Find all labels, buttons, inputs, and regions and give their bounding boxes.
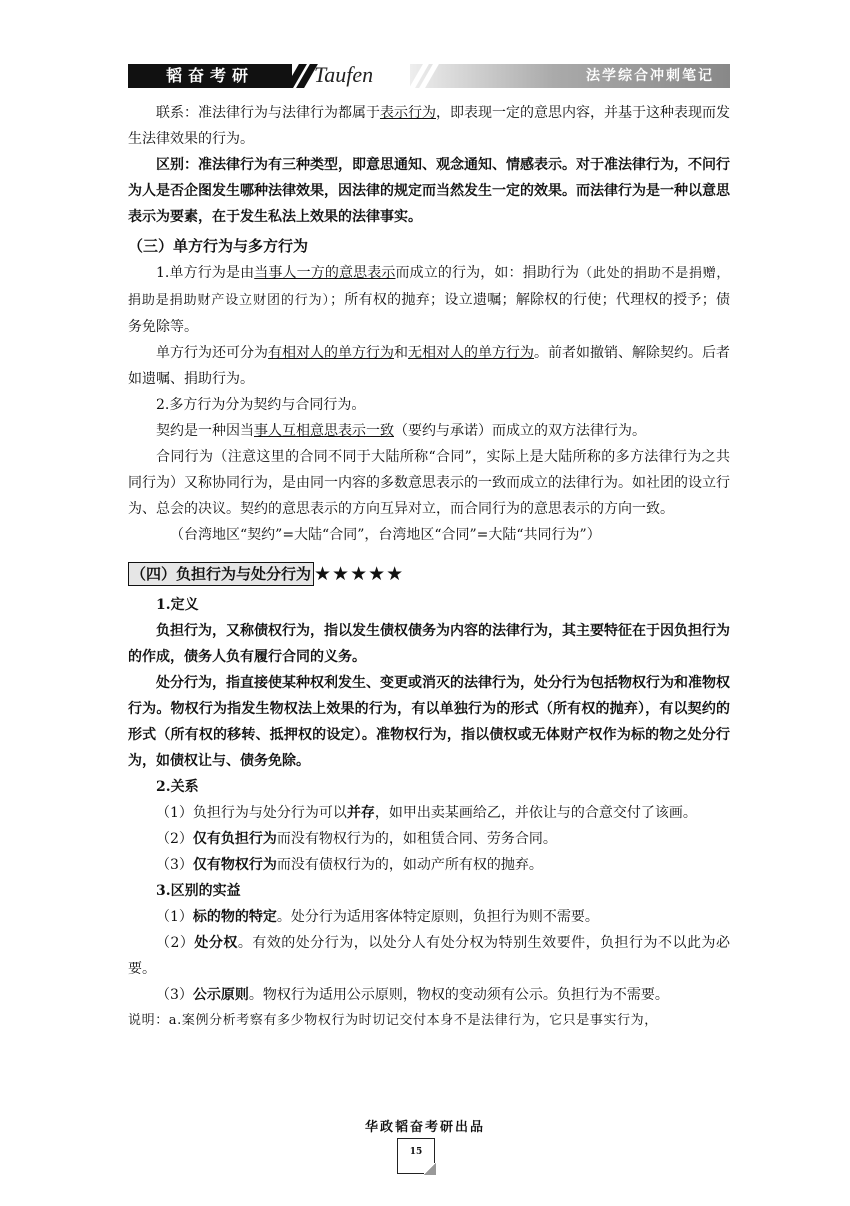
- paragraph-contract: 契约是一种因当事人互相意思表示一致（要约与承诺）而成立的双方法律行为。: [156, 423, 646, 439]
- header-right-band: [410, 64, 730, 88]
- subheading-definition: 1.定义: [156, 597, 199, 613]
- header-left-title: 韬奋考研: [128, 64, 292, 88]
- footer-title: 华政韬奋考研出品: [364, 1120, 485, 1135]
- section-heading-3: （三）单方行为与多方行为: [128, 237, 309, 255]
- subheading-relation: 2.关系: [156, 779, 199, 795]
- paragraph-difference: 区别：准法律行为有三种类型，即意思通知、观念通知、情感表示。对于准法律行为，不问行为人是否企图发生哪种法律效果，因法律的规定而当然发生一定的效果。而法律行为是一种以意思表示为要素，在于发生私法上效果的法律事实。: [128, 157, 730, 225]
- underlined-term: 事人互相意思表示一致: [254, 423, 394, 439]
- underlined-term: 无相对人的单方行为: [408, 345, 534, 361]
- paragraph-taiwan-note: （台湾地区“契约”=大陆“合同”，台湾地区“合同”=大陆“共同行为”）: [170, 527, 601, 543]
- underlined-term: 当事人一方的意思表示: [254, 265, 396, 281]
- page-header: [128, 64, 730, 88]
- paragraph-relation: 联系：准法律行为与法律行为都属于表示行为，即表现一定的意思内容，并基于这种表现而发生法律效果的行为。: [128, 105, 730, 147]
- paragraph-obligation-act: 负担行为，又称债权行为，指以发生债权债务为内容的法律行为，其主要特征在于因负担行为的作成，债务人负有履行合同的义务。: [128, 623, 730, 665]
- page-number-box: [397, 1138, 437, 1176]
- paragraph-disposition-act: 处分行为，指直接使某种权利发生、变更或消灭的法律行为，处分行为包括物权行为和准物权行为。物权行为指发生物权法上效果的行为，有以单独行为的形式（所有权的抛弃），有以契约的形式（所有权的移转、抵押权的设定）。准物权行为，指以债权或无体财产权作为标的物之处分行为，如债权让与、债务免除。: [128, 675, 730, 769]
- header-brand: Taufen: [314, 62, 374, 87]
- underlined-term: 有相对人的单方行为: [268, 345, 394, 361]
- section-heading-4: [128, 562, 730, 586]
- explanation-note: 说明：a.案例分析考察有多少物权行为时切记交付本身不是法律行为，它只是事实行为，: [128, 1013, 658, 1028]
- paragraph-unilateral-types: 单方行为还可分为有相对人的单方行为和无相对人的单方行为。前者如撤销、解除契约。后者如遗嘱、捐助行为。: [128, 345, 730, 387]
- paragraph-multilateral: 2.多方行为分为契约与合同行为。: [156, 397, 366, 413]
- inline-note: （此处的捐助不是捐赠，捐助是捐助财产设立财团的行为）: [128, 266, 731, 308]
- underlined-term: 表示行为: [380, 105, 436, 121]
- page-number: 15: [397, 1138, 435, 1174]
- page-curl-decoration: [424, 1163, 436, 1175]
- difference-item-2: （2）处分权。有效的处分行为，以处分人有处分权为特别生效要件，负担行为不以此为必要。: [128, 935, 730, 977]
- relation-item-3: （3）仅有物权行为而没有债权行为的，如动产所有权的抛弃。: [156, 857, 543, 873]
- document-body: [128, 100, 730, 1034]
- difference-item-3: （3）公示原则。物权行为适用公示原则，物权的变动须有公示。负担行为不需要。: [156, 987, 669, 1003]
- subheading-difference: 3.区别的实益: [156, 883, 241, 899]
- importance-stars: ★★★★★: [314, 563, 405, 585]
- paragraph-unilateral: 1.单方行为是由当事人一方的意思表示而成立的行为，如：捐助行为（此处的捐助不是捐赠，捐助是捐助财产设立财团的行为）；所有权的抛弃；设立遗嘱；解除权的行使；代理权的授予；债务免除等。: [128, 265, 731, 335]
- header-right-title: 法学综合冲刺笔记: [586, 68, 714, 84]
- difference-item-1: （1）标的物的特定。处分行为适用客体特定原则，负担行为则不需要。: [156, 909, 599, 925]
- paragraph-joint-act: 合同行为（注意这里的合同不同于大陆所称“合同”，实际上是大陆所称的多方法律行为之共同行为）又称协同行为，是由同一内容的多数意思表示的一致而成立的法律行为。如社团的设立行为、总会的决议。契约的意思表示的方向互异对立，而合同行为的意思表示的方向一致。: [128, 449, 730, 517]
- relation-item-1: （1）负担行为与处分行为可以并存，如甲出卖某画给乙，并依让与的合意交付了该画。: [156, 805, 697, 821]
- relation-item-2: （2）仅有负担行为而没有物权行为的，如租赁合同、劳务合同。: [156, 831, 557, 847]
- section-heading-4-label: （四）负担行为与处分行为: [128, 562, 314, 586]
